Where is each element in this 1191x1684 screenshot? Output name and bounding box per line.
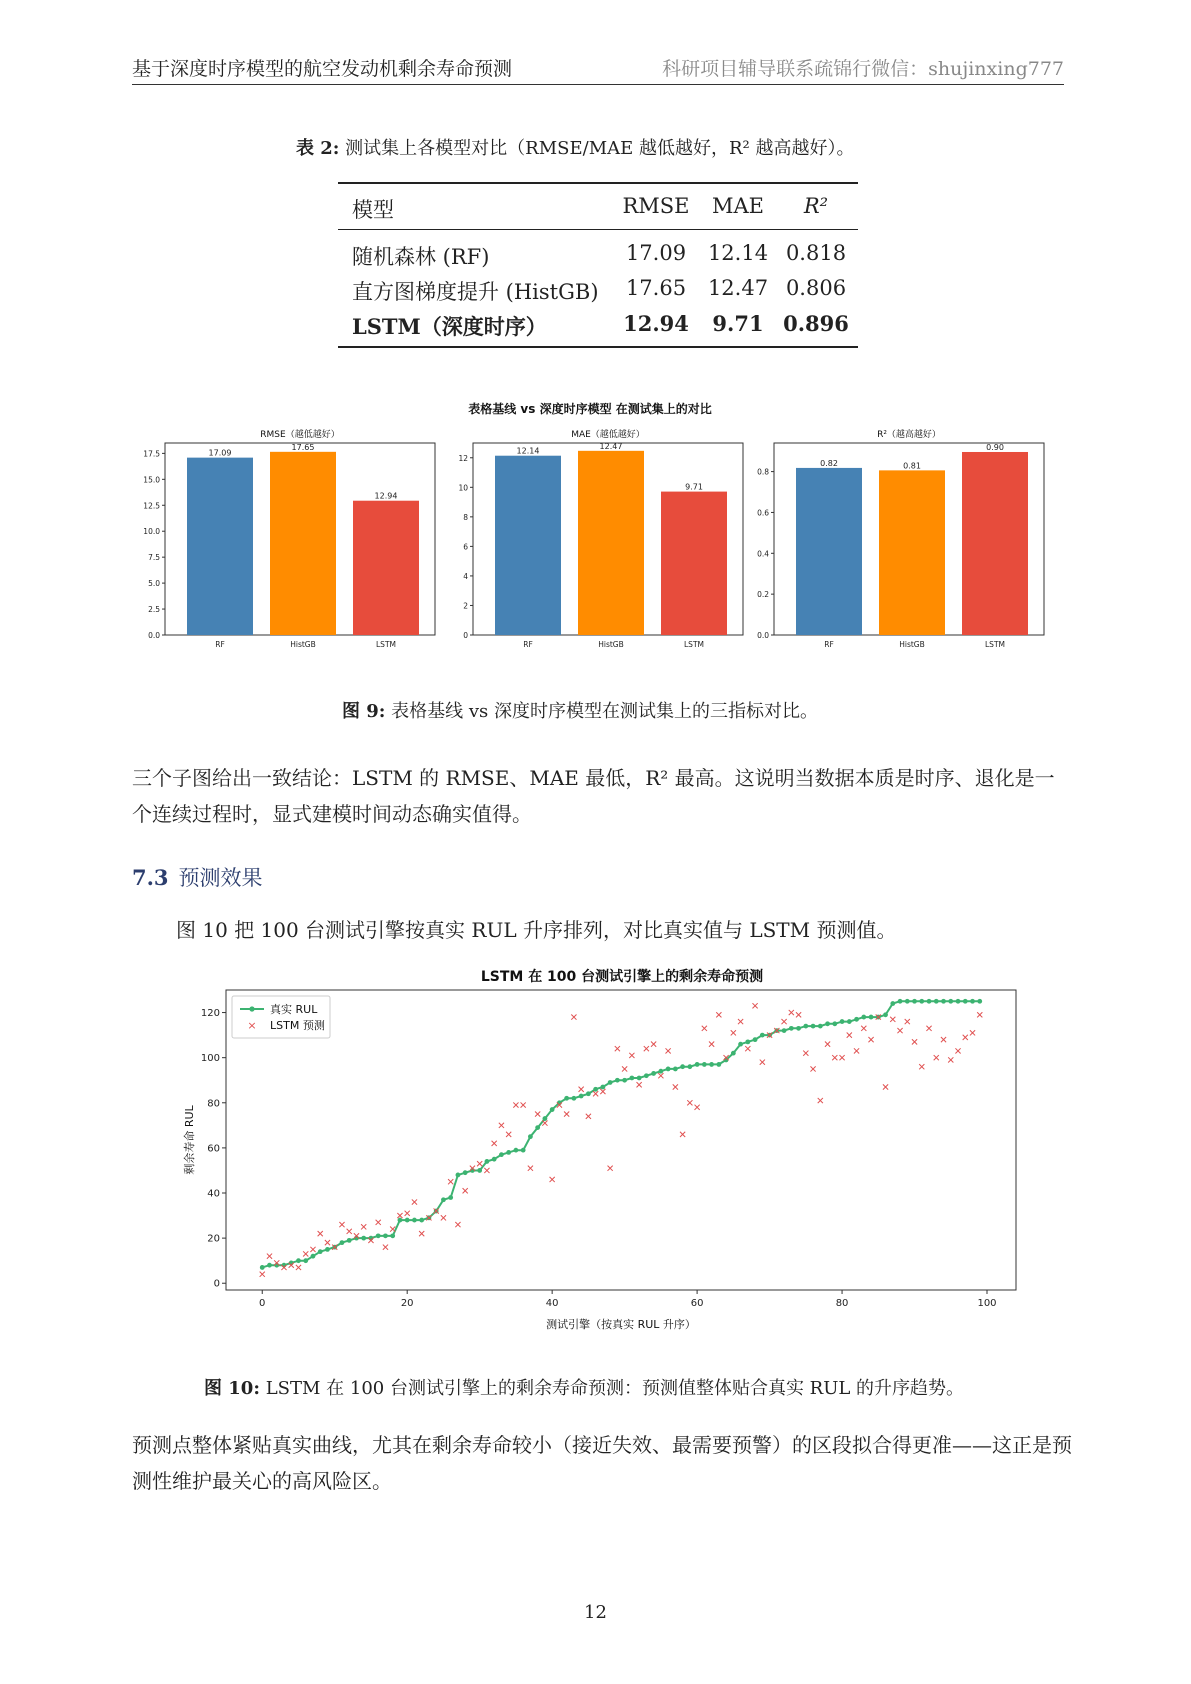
prediction-point [463,1188,468,1193]
lstm-prediction-series [260,1003,983,1277]
true-rul-point [535,1125,540,1130]
y-tick-label: 10.0 [143,527,160,537]
table-bottom-rule [338,346,858,348]
prediction-point [854,1048,859,1053]
y-tick-label: 0.0 [757,631,769,640]
x-tick-label: HistGB [290,640,316,649]
y-tick-label: 12 [458,453,468,463]
prediction-point [948,1057,953,1062]
x-tick-label: 0 [259,1298,266,1309]
figure-10-caption-label: 图 10: [204,1378,260,1399]
table-row-model: LSTM（深度时序） [352,314,547,339]
y-tick-label: 5.0 [148,579,160,589]
bar-rf [187,458,253,635]
bar-label: 12.94 [374,491,398,501]
x-tick-label: 100 [977,1298,997,1309]
true-rul-point [383,1233,388,1238]
section-heading [132,862,263,892]
table-caption [296,134,854,160]
true-rul-point [680,1064,685,1069]
true-rul-point [514,1148,519,1153]
y-tick-label: 4 [463,571,468,581]
prediction-point [738,1019,743,1024]
prediction-point [499,1123,504,1128]
y-tick-label: 0 [213,1278,220,1290]
y-axis-label: 剩余寿命 RUL [183,1105,196,1175]
true-rul-point [854,1017,859,1022]
y-tick-label: 0.4 [757,549,769,559]
bar-label: 0.81 [903,461,921,471]
prediction-point [977,1012,982,1017]
y-tick-label: 0.0 [148,631,160,640]
x-tick-label: HistGB [899,640,925,649]
figure-10-title: LSTM 在 100 台测试引擎上的剩余寿命预测 [480,969,764,985]
table-caption-label: 表 2: [296,138,340,159]
prediction-point [579,1087,584,1092]
true-rul-point [550,1107,555,1112]
prediction-point [658,1073,663,1078]
true-rul-point [956,999,961,1004]
x-tick-label: RF [523,640,533,649]
prediction-point [941,1037,946,1042]
body-paragraph-1: 三个子图给出一致结论：LSTM 的 RMSE、MAE 最低，R² 最高。这说明当数据本质是时序、退化是一个连续过程时，显式建模时间动态确实值得。 [132,766,1055,826]
true-rul-point [521,1148,526,1153]
y-tick-label: 12.5 [143,501,160,511]
section-title: 预测效果 [178,866,263,890]
header-title: 基于深度时序模型的航空发动机剩余寿命预测 [132,58,513,80]
true-rul-point [347,1238,352,1243]
prediction-point [673,1084,678,1089]
true-rul-point [898,999,903,1004]
true-rul-point [361,1236,366,1241]
prediction-point [390,1226,395,1231]
true-rul-point [644,1073,649,1078]
true-rul-point [405,1218,410,1223]
true-rul-point [441,1197,446,1202]
true-rul-point [506,1150,511,1155]
y-tick-label: 8 [463,512,468,522]
prediction-point [325,1240,330,1245]
prediction-point [571,1014,576,1019]
true-rul-point [977,999,982,1004]
true-rul-point [695,1062,700,1067]
true-rul-series [260,999,982,1270]
prediction-point [448,1179,453,1184]
x-tick-label: 60 [690,1298,704,1309]
y-tick-label: 0.2 [757,590,769,600]
prediction-point [803,1051,808,1056]
y-tick-label: 7.5 [148,553,160,563]
true-rul-point [296,1258,301,1263]
true-rul-point [303,1258,308,1263]
bar-rf [495,456,561,635]
true-rul-point [687,1064,692,1069]
table-top-rule [338,182,858,184]
true-rul-point [869,1015,874,1020]
true-rul-point [789,1026,794,1031]
y-tick-label: 2 [463,601,468,611]
prediction-point [890,1017,895,1022]
bar-histgb [879,470,945,635]
true-rul-point [745,1039,750,1044]
true-rul-point [905,999,910,1004]
true-rul-point [463,1170,468,1175]
y-tick-label: 100 [200,1053,220,1065]
true-rul-point [818,1024,823,1029]
bar-lstm [353,501,419,635]
true-rul-point [492,1157,497,1162]
figure-9-suptitle: 表格基线 vs 深度时序模型 在测试集上的对比 [468,402,712,416]
true-rul-point [571,1096,576,1101]
x-tick-label: RF [824,640,834,649]
body-paragraph-2: 图 10 把 100 台测试引擎按真实 RUL 升序排列，对比真实值与 LSTM 预测值。 [176,918,897,942]
prediction-point [397,1213,402,1218]
prediction-point [796,1012,801,1017]
true-rul-point [738,1042,743,1047]
prediction-point [897,1028,902,1033]
true-rul-point [376,1233,381,1238]
true-rul-point [637,1076,642,1081]
true-rul-point [260,1265,265,1270]
prediction-point [781,1019,786,1024]
true-rul-point [861,1015,866,1020]
prediction-point [955,1048,960,1053]
true-rul-point [716,1062,721,1067]
section-number: 7.3 [132,865,169,890]
bar-lstm [661,492,727,635]
legend-label-true: 真实 RUL [270,1003,318,1016]
true-rul-point [796,1026,801,1031]
prediction-point [629,1053,634,1058]
figure-10-caption [204,1374,964,1400]
prediction-point [339,1222,344,1227]
true-rul-point [528,1134,533,1139]
prediction-point [752,1003,757,1008]
x-tick-label: 20 [400,1298,414,1309]
x-tick-label: HistGB [598,640,624,649]
true-rul-point [673,1067,678,1072]
prediction-point [825,1042,830,1047]
table-header-r2: R² [803,194,829,218]
table-header-rmse: RMSE [622,194,690,218]
true-rul-point [456,1173,461,1178]
true-rul-point [811,1024,816,1029]
rmse-subplot [143,428,435,649]
x-tick-label: LSTM [985,640,1005,649]
prediction-point [926,1026,931,1031]
true-rul-point [318,1249,323,1254]
true-rul-point [927,999,932,1004]
true-rul-point [731,1051,736,1056]
true-rul-point [593,1087,598,1092]
y-tick-label: 10 [458,483,468,493]
bar-histgb [270,452,336,635]
figure-9-bar-charts [140,395,1060,670]
y-tick-label: 17.5 [143,449,160,459]
y-tick-label: 6 [463,542,468,552]
true-rul-point [651,1071,656,1076]
prediction-point [550,1177,555,1182]
x-tick-label: LSTM [376,640,396,649]
table-mid-rule [338,229,858,230]
true-rul-point [267,1263,272,1268]
prediction-point [912,1039,917,1044]
figure-9-caption-label: 图 9: [342,701,386,722]
table-row-mae: 12.14 [707,241,769,265]
true-rul-point [890,1001,895,1006]
bar-histgb [578,451,644,635]
subplot-title: MAE（越低越好） [571,430,645,440]
mae-subplot [458,428,743,649]
page-number: 12 [584,1602,607,1623]
true-rul-point [825,1021,830,1026]
true-rul-point [608,1080,613,1085]
table-row-rmse: 17.09 [625,241,687,265]
table-row-r2: 0.806 [785,276,847,300]
prediction-point [296,1265,301,1270]
figure-10-axes [201,1008,997,1309]
prediction-point [745,1046,750,1051]
bar-label: 17.09 [208,448,232,458]
prediction-point [818,1098,823,1103]
prediction-point [405,1211,410,1216]
true-rul-point [753,1037,758,1042]
prediction-point [919,1064,924,1069]
y-tick-label: 15.0 [143,475,160,485]
prediction-point [847,1033,852,1038]
true-rul-point [803,1024,808,1029]
prediction-point [383,1245,388,1250]
prediction-point [564,1111,569,1116]
y-tick-label: 40 [207,1188,220,1200]
prediction-point [839,1055,844,1060]
y-tick-label: 20 [207,1233,220,1245]
prediction-point [687,1100,692,1105]
true-rul-point [542,1116,547,1121]
prediction-point [586,1114,591,1119]
prediction-point [934,1055,939,1060]
prediction-point [419,1231,424,1236]
prediction-point [702,1026,707,1031]
true-rul-point [912,999,917,1004]
bar-label: 17.65 [291,442,315,452]
table-row-r2: 0.896 [783,311,849,336]
bar-label: 0.90 [986,442,1004,452]
true-rul-point [615,1078,620,1083]
true-rul-point [948,999,953,1004]
true-rul-point [919,999,924,1004]
prediction-point [593,1091,598,1096]
true-rul-point [419,1218,424,1223]
true-rul-point [340,1240,345,1245]
true-rul-point [709,1062,714,1067]
plot-frame [226,990,1016,1290]
true-rul-point [832,1021,837,1026]
true-rul-point [564,1096,569,1101]
prediction-point [731,1030,736,1035]
table-row-model: 直方图梯度提升 (HistGB) [352,280,599,304]
true-rul-point [760,1033,765,1038]
prediction-point [666,1048,671,1053]
bar-label: 0.82 [820,458,838,468]
table-row-rmse: 17.65 [625,276,687,300]
y-tick-label: 120 [200,1008,220,1020]
y-tick-label: 2.5 [148,605,160,615]
figure-10-caption-text: LSTM 在 100 台测试引擎上的剩余寿命预测：预测值整体贴合真实 RUL 的升序趋势。 [265,1378,965,1399]
legend-marker-true [249,1006,254,1011]
x-tick-label: 40 [545,1298,559,1309]
y-tick-label: 60 [207,1143,220,1155]
prediction-point [521,1102,526,1107]
prediction-point [789,1010,794,1015]
table-header-mae: MAE [712,194,764,218]
prediction-point [861,1026,866,1031]
true-rul-point [448,1195,453,1200]
x-tick-label: 80 [835,1298,849,1309]
true-rul-point [412,1218,417,1223]
true-rul-point [963,999,968,1004]
prediction-point [361,1224,366,1229]
prediction-point [267,1254,272,1259]
true-rul-point [499,1152,504,1157]
bar-label: 12.14 [516,446,540,456]
prediction-point [506,1132,511,1137]
subplot-title: RMSE（越低越好） [260,430,340,440]
prediction-point [716,1012,721,1017]
prediction-point [513,1102,518,1107]
prediction-point [303,1251,308,1256]
true-rul-point [325,1247,330,1252]
header-contact: 科研项目辅导联系疏锦行微信：shujinxing777 [662,58,1064,80]
prediction-point [970,1030,975,1035]
body-paragraph-3: 预测点整体紧贴真实曲线，尤其在剩余寿命较小（接近失效、最需要预警）的区段拟合得更准——这正是预测性维护最关心的高风险区。 [132,1433,1072,1493]
x-tick-label: LSTM [684,640,704,649]
y-tick-label: 0 [463,631,468,640]
prediction-point [535,1111,540,1116]
true-rul-point [629,1076,634,1081]
x-axis-label: 测试引擎（按真实 RUL 升序） [546,1318,696,1331]
table-row-mae: 9.71 [712,311,764,336]
bar-rf [796,468,862,635]
prediction-point [412,1199,417,1204]
prediction-point [651,1042,656,1047]
prediction-point [615,1046,620,1051]
table-row-model: 随机森林 (RF) [352,245,490,269]
legend-marker-pred: × [247,1019,257,1032]
prediction-point [318,1231,323,1236]
prediction-point [709,1042,714,1047]
true-rul-point [941,999,946,1004]
prediction-point [260,1272,265,1277]
prediction-point [477,1161,482,1166]
true-rul-point [970,999,975,1004]
prediction-point [622,1066,627,1071]
prediction-point [484,1168,489,1173]
r2-subplot [757,428,1044,649]
prediction-point [905,1019,910,1024]
true-rul-point [579,1094,584,1099]
y-tick-label: 0.6 [757,508,769,518]
figure-9-caption [342,697,818,723]
y-tick-label: 80 [207,1098,220,1110]
prediction-point [528,1166,533,1171]
prediction-point [644,1046,649,1051]
x-tick-label: RF [215,640,225,649]
table-row-r2: 0.818 [785,241,847,265]
true-rul-point [622,1078,627,1083]
prediction-point [608,1166,613,1171]
true-rul-point [477,1168,482,1173]
figure-10-rul-chart [180,960,1030,1340]
prediction-point [810,1066,815,1071]
true-rul-point [586,1091,591,1096]
prediction-point [455,1222,460,1227]
bar-label: 9.71 [685,482,703,492]
table-caption-text: 测试集上各模型对比（RMSE/MAE 越低越好，R² 越高越好）。 [345,138,855,159]
true-rul-point [840,1019,845,1024]
prediction-point [832,1055,837,1060]
prediction-point [868,1037,873,1042]
true-rul-point [485,1159,490,1164]
subplot-title: R²（越高越好） [877,430,941,440]
true-rul-point [883,1012,888,1017]
figure-9-caption-text: 表格基线 vs 深度时序模型在测试集上的三指标对比。 [391,701,819,722]
prediction-point [883,1084,888,1089]
true-rul-point [311,1254,316,1259]
true-rul-point [702,1062,707,1067]
prediction-point [492,1141,497,1146]
legend [232,996,330,1038]
table-row-mae: 12.47 [707,276,769,300]
true-rul-point [666,1067,671,1072]
true-rul-point [600,1085,605,1090]
bar-label: 12.47 [599,441,623,451]
prediction-point [695,1105,700,1110]
prediction-point [441,1215,446,1220]
prediction-point [963,1035,968,1040]
y-tick-label: 0.8 [757,467,769,477]
true-rul-point [782,1028,787,1033]
true-rul-point [658,1069,663,1074]
table-header-model: 模型 [352,198,394,222]
bar-lstm [962,452,1028,635]
prediction-point [760,1060,765,1065]
table-row-rmse: 12.94 [623,311,689,336]
true-rul-point [398,1218,403,1223]
prediction-point [376,1220,381,1225]
true-rul-point [390,1233,395,1238]
prediction-point [637,1082,642,1087]
running-header [132,50,1064,85]
prediction-point [680,1132,685,1137]
prediction-point [310,1247,315,1252]
legend-label-pred: LSTM 预测 [270,1019,325,1032]
prediction-point [542,1120,547,1125]
true-rul-point [934,999,939,1004]
prediction-point [600,1089,605,1094]
prediction-point [347,1229,352,1234]
true-rul-point [847,1019,852,1024]
